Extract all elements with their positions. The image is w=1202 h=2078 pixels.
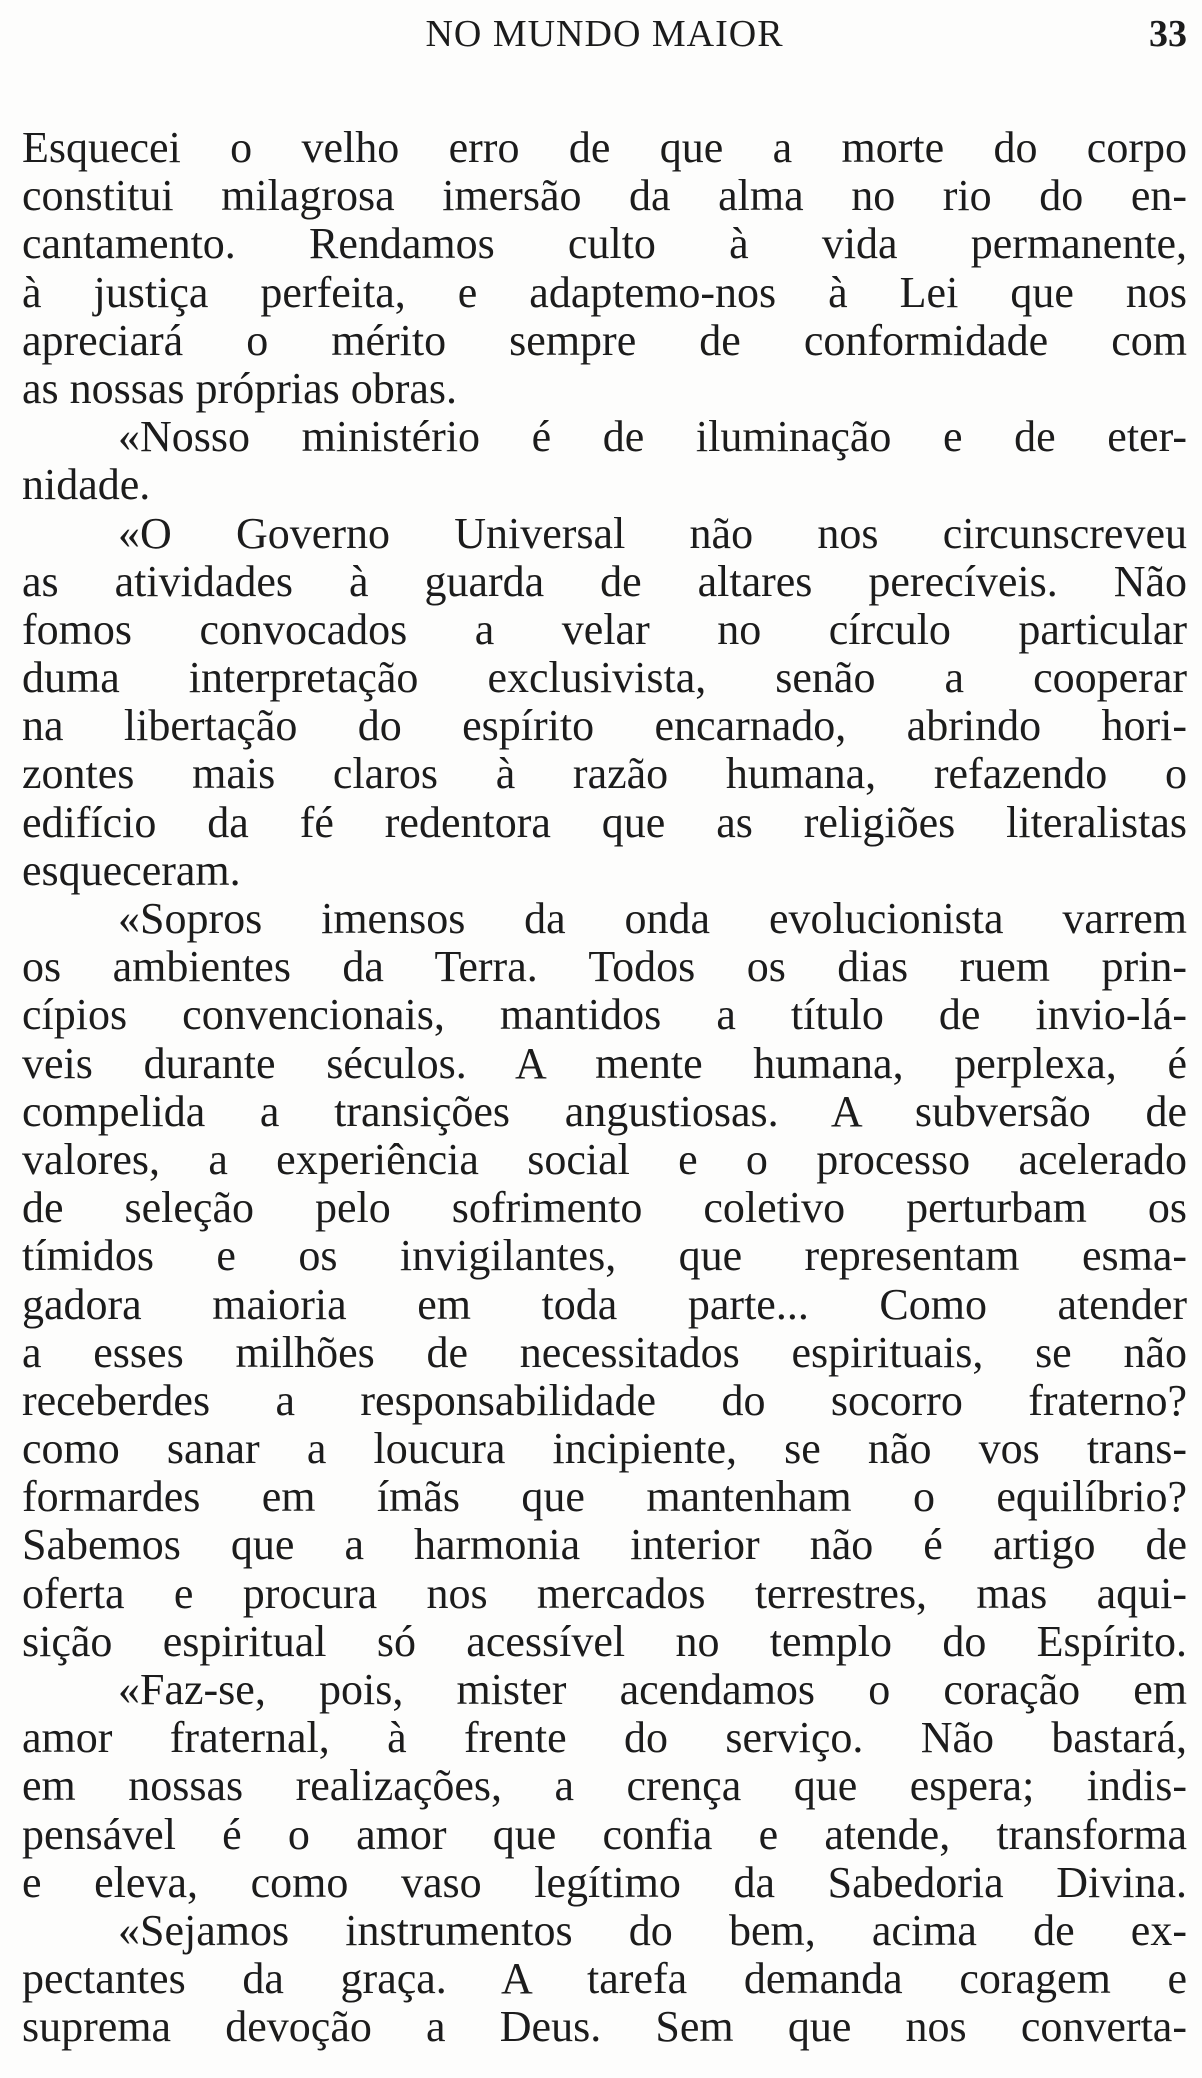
running-title: NO MUNDO MAIOR — [425, 13, 784, 55]
text-line: Esquecei o velho erro de que a morte do corpo — [22, 124, 1187, 172]
text-line: suprema devoção a Deus. Sem que nos converta- — [22, 2003, 1187, 2052]
text-line: tímidos e os invigilantes, que representam esma- — [22, 1232, 1187, 1281]
text-line: como sanar a loucura incipiente, se não vos trans- — [22, 1425, 1187, 1474]
text-line: as nossas próprias obras. — [22, 364, 458, 413]
text-line: «Faz-se, pois, mister acendamos o coração em — [118, 1666, 1187, 1714]
text-line: Sabemos que a harmonia interior não é artigo de — [22, 1521, 1187, 1570]
paragraph — [22, 1907, 1187, 2052]
text-line: na libertação do espírito encarnado, abrindo hori- — [22, 702, 1187, 751]
text-line: pectantes da graça. A tarefa demanda coragem e — [22, 1955, 1187, 2004]
text-line: em nossas realizações, a crença que espera; indis- — [22, 1762, 1187, 1811]
text-line: nidade. — [22, 461, 151, 510]
text-line: a esses milhões de necessitados espirituais, se não — [22, 1328, 1187, 1377]
text-line: e eleva, como vaso legítimo da Sabedoria Divina. — [22, 1858, 1187, 1907]
text-line: amor fraternal, à frente do serviço. Não bastará, — [22, 1714, 1187, 1763]
text-line: as atividades à guarda de altares perecíveis. Não — [22, 557, 1187, 606]
paragraph — [22, 510, 1187, 896]
text-line: apreciará o mérito sempre de conformidade com — [22, 316, 1187, 365]
text-line: valores, a experiência social e o processo acelerado — [22, 1135, 1187, 1184]
text-line: sição espiritual só acessível no templo do Espírito. — [22, 1617, 1187, 1666]
text-line: formardes em ímãs que mantenham o equilíbrio? — [22, 1473, 1187, 1522]
paragraph — [22, 413, 1187, 509]
text-line: pensável é o amor que confia e atende, transforma — [22, 1810, 1187, 1859]
text-line: receberdes a responsabilidade do socorro fraterno? — [22, 1376, 1187, 1425]
text-line: gadora maioria em toda parte... Como atender — [22, 1280, 1187, 1329]
paragraph — [22, 895, 1187, 1666]
text-line: «Sejamos instrumentos do bem, acima de ex- — [118, 1906, 1187, 1955]
text-line: duma interpretação exclusivista, senão a cooperar — [22, 654, 1187, 703]
text-line: «Nosso ministério é de iluminação e de eter- — [118, 413, 1187, 462]
text-line: cípios convencionais, mantidos a título de invio-lá- — [22, 991, 1187, 1040]
body-text — [22, 124, 1187, 2052]
text-line: os ambientes da Terra. Todos os dias ruem prin- — [22, 943, 1187, 992]
text-line: constitui milagrosa imersão da alma no rio do en- — [22, 172, 1187, 221]
paragraph — [22, 1666, 1187, 1907]
text-line: compelida a transições angustiosas. A subversão de — [22, 1087, 1187, 1136]
text-line: zontes mais claros à razão humana, refazendo o — [22, 750, 1187, 799]
text-line: «O Governo Universal não nos circunscreveu — [118, 509, 1187, 558]
text-line: esqueceram. — [22, 846, 241, 895]
text-line: fomos convocados a velar no círculo particular — [22, 605, 1187, 654]
text-line: à justiça perfeita, e adaptemo-nos à Lei que nos — [22, 268, 1187, 317]
page-number: 33 — [1149, 13, 1187, 55]
text-line: cantamento. Rendamos culto à vida permanente, — [22, 220, 1187, 269]
text-line: veis durante séculos. A mente humana, perplexa, é — [22, 1039, 1187, 1088]
paragraph — [22, 124, 1187, 413]
text-line: oferta e procura nos mercados terrestres, mas aqui- — [22, 1569, 1187, 1618]
text-line: edifício da fé redentora que as religiões literalistas — [22, 798, 1187, 847]
text-line: «Sopros imensos da onda evolucionista varrem — [118, 895, 1187, 943]
running-head — [22, 8, 1187, 60]
text-line: de seleção pelo sofrimento coletivo perturbam os — [22, 1184, 1187, 1233]
